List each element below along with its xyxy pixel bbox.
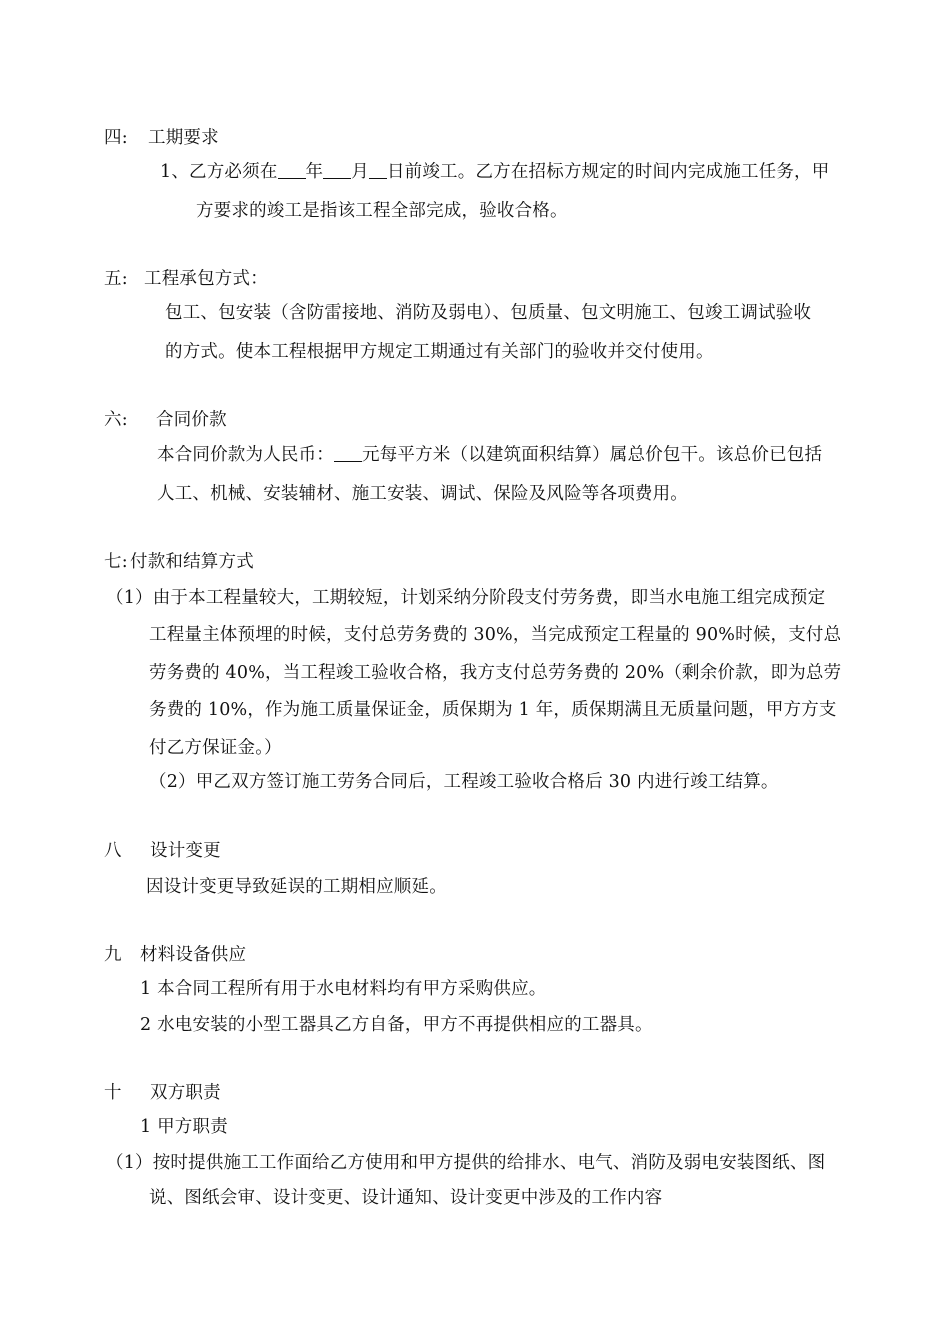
section-number: 六: — [104, 410, 128, 430]
section-5-line-1: 包工、包安装（含防雷接地、消防及弱电）、包质量、包文明施工、包竣工调试验收 — [165, 303, 812, 323]
section-7-line-5: 付乙方保证金。） — [149, 738, 282, 758]
text-fragment: 1、乙方必须在 — [160, 162, 278, 182]
text-fragment: 元每平方米（以建筑面积结算）属总价包干。该总价已包括 — [362, 445, 823, 465]
section-number: 十 — [104, 1083, 122, 1103]
section-title: 工程承包方式： — [144, 269, 268, 289]
section-10-line-1: （1）按时提供施工工作面给乙方使用和甲方提供的给排水、电气、消防及弱电安装图纸、图 — [106, 1153, 826, 1173]
blank-day — [369, 160, 387, 179]
section-title: 工期要求 — [148, 128, 219, 148]
section-title: 设计变更 — [150, 841, 221, 861]
section-number: 八 — [104, 841, 122, 861]
section-title: 付款和结算方式 — [130, 552, 254, 572]
text-fragment: 日前竣工。乙方在招标方规定的时间内完成施工任务，甲 — [386, 162, 830, 182]
section-number: 四: — [104, 128, 128, 148]
section-7-line-4: 务费的 10%，作为施工质量保证金，质保期为 1 年，质保期满且无质量问题，甲方方支 — [149, 700, 837, 720]
section-9-line-1: 1 本合同工程所有用于水电材料均有甲方采购供应。 — [140, 979, 547, 999]
blank-price — [334, 443, 362, 462]
section-6-line-1 — [157, 443, 822, 467]
section-title: 双方职责 — [150, 1083, 221, 1103]
section-7-line-3: 劳务费的 40%，当工程竣工验收合格，我方支付总劳务费的 20%（剩余价款，即为总劳 — [149, 663, 842, 683]
text-fragment: 年 — [305, 162, 324, 182]
section-title: 合同价款 — [156, 410, 227, 430]
blank-month — [323, 160, 351, 179]
section-number: 九 — [104, 945, 122, 965]
text-fragment: 月 — [351, 162, 369, 182]
section-7-line-1: （1）由于本工程量较大，工期较短，计划采纳分阶段支付劳务费，即当水电施工组完成预定 — [106, 588, 826, 608]
section-9-line-2: 2 水电安装的小型工器具乙方自备，甲方不再提供相应的工器具。 — [140, 1015, 653, 1035]
section-9-heading — [104, 943, 246, 967]
text-fragment: 本合同价款为人民币： — [157, 445, 334, 465]
section-number: 五: — [104, 269, 128, 289]
section-6-line-2: 人工、机械、安装辅材、施工安装、调试、保险及风险等各项费用。 — [157, 484, 688, 504]
section-7-heading — [104, 550, 254, 574]
section-5-heading — [104, 267, 268, 291]
section-4-heading — [104, 126, 219, 150]
section-number: 七: — [104, 552, 128, 572]
section-10-heading — [104, 1081, 221, 1105]
section-8-heading — [104, 839, 221, 863]
section-4-line-1 — [160, 160, 829, 184]
section-6-heading — [104, 408, 227, 432]
section-7-line-6: （2）甲乙双方签订施工劳务合同后，工程竣工验收合格后 30 内进行竣工结算。 — [149, 772, 779, 792]
section-title: 材料设备供应 — [140, 945, 247, 965]
section-4-line-2: 方要求的竣工是指该工程全部完成，验收合格。 — [196, 201, 568, 221]
section-7-line-2: 工程量主体预埋的时候，支付总劳务费的 30%，当完成预定工程量的 90%时候，支付总 — [149, 625, 842, 645]
blank-year — [278, 160, 306, 179]
section-10-subheading: 1 甲方职责 — [140, 1117, 228, 1137]
section-5-line-2: 的方式。使本工程根据甲方规定工期通过有关部门的验收并交付使用。 — [165, 342, 714, 362]
section-10-line-2: 说、图纸会审、设计变更、设计通知、设计变更中涉及的工作内容 — [149, 1188, 663, 1208]
section-8-line-1: 因设计变更导致延误的工期相应顺延。 — [146, 877, 447, 897]
